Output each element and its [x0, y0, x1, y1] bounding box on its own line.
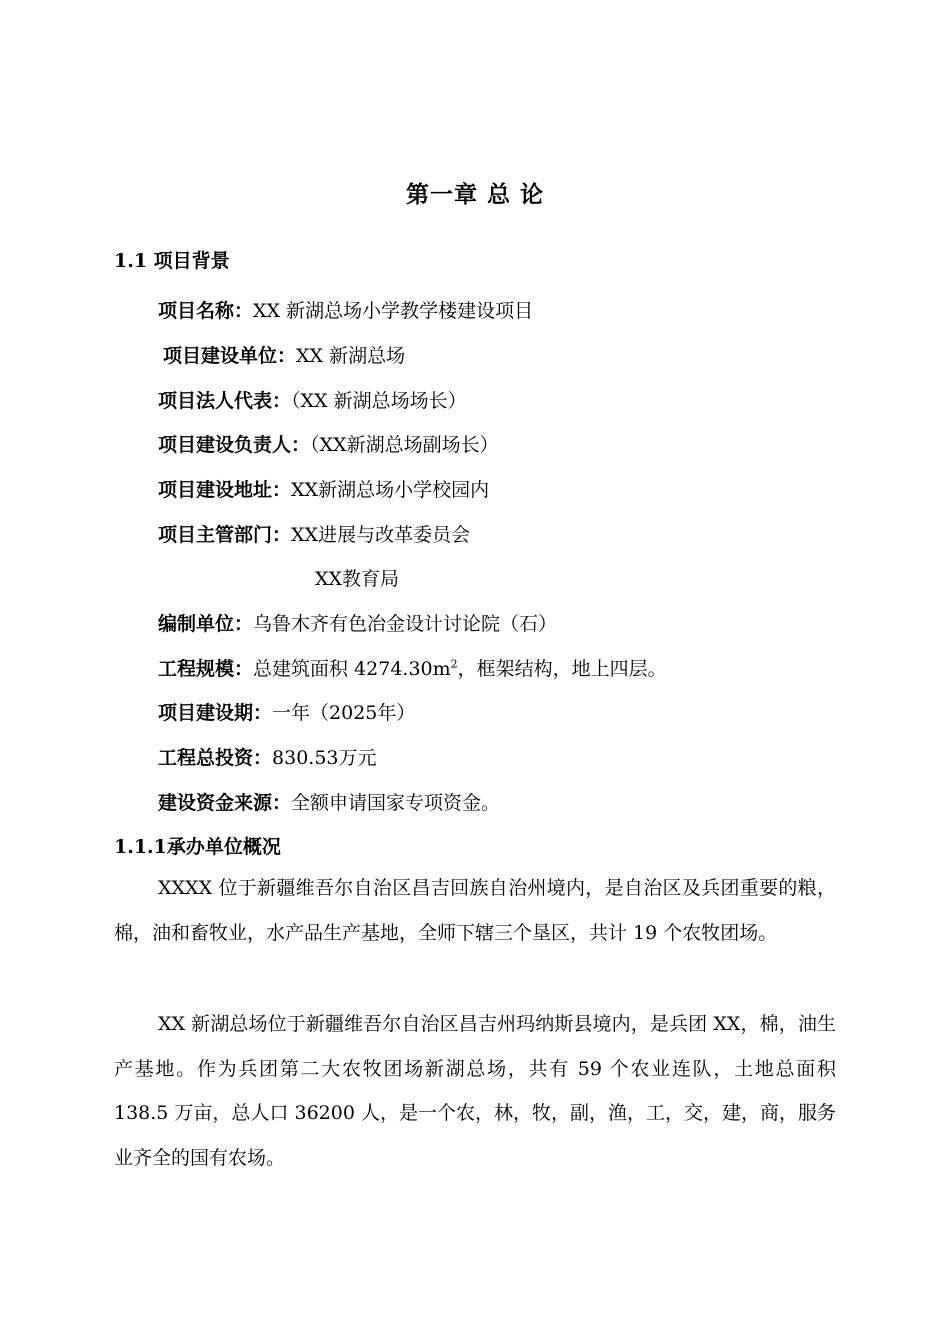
field-value-cont: ，框架结构，地上四层。 [457, 658, 667, 680]
field-project-scale [158, 654, 667, 681]
field-value: XX 新湖总场小学教学楼建设项目 [253, 300, 534, 322]
field-label: 项目建设单位： [163, 345, 297, 367]
body-paragraph: XX 新湖总场位于新疆维吾尔自治区昌吉州玛纳斯县境内，是兵团 XX，棉，油生产基地。作为兵团第二大农牧团场新湖总场，共有 59 个农业连队，土地总面积 138.5 万亩，总人口 36200 人，是一个农，林，牧，副，渔，工，交，建，商，服务业齐全的国有农场。 [114, 1013, 836, 1169]
field-compiling-unit [158, 609, 557, 636]
chapter-title: 第一章 总 论 [405, 181, 544, 208]
section-heading-1-1: 1.1 项目背景 [114, 250, 230, 272]
field-construction-period [158, 698, 415, 725]
field-value: 一年（2025年） [272, 702, 416, 724]
field-total-investment [158, 743, 377, 770]
field-value: （XX新湖总场副场长） [310, 434, 499, 456]
field-funding-source [158, 788, 500, 815]
field-label: 项目名称： [158, 300, 254, 322]
field-label: 编制单位： [158, 613, 254, 635]
field-project-name [158, 296, 533, 323]
section-heading-1-1-1: 1.1.1承办单位概况 [114, 836, 281, 858]
field-construction-unit [163, 341, 405, 368]
superscript: 2 [450, 657, 458, 671]
field-value: 乌鲁木齐有色冶金设计讨论院（石） [253, 613, 558, 635]
field-label: 项目法人代表： [158, 390, 292, 412]
field-label: 工程总投资： [158, 747, 273, 769]
field-project-manager [158, 430, 499, 457]
field-value: 总建筑面积 4274.30m [253, 658, 451, 680]
field-value: XX新湖总场小学校园内 [291, 479, 490, 501]
field-value: 830.53万元 [272, 747, 377, 769]
field-value: XX 新湖总场 [296, 345, 406, 367]
field-label: 项目建设期： [158, 702, 273, 724]
field-supervising-department [158, 520, 470, 547]
field-label: 项目建设地址： [158, 479, 292, 501]
field-label: 项目建设负责人： [158, 434, 311, 456]
field-label: 工程规模： [158, 658, 254, 680]
field-label: 建设资金来源： [158, 792, 292, 814]
field-project-address [158, 475, 489, 502]
field-legal-representative [158, 386, 467, 413]
field-value: （XX 新湖总场场长） [291, 390, 467, 412]
field-value: XX进展与改革委员会 [291, 524, 471, 546]
field-label: 项目主管部门： [158, 524, 292, 546]
body-paragraph: XXXX 位于新疆维吾尔自治区昌吉回族自治州境内，是自治区及兵团重要的粮，棉，油和畜牧业，水产品生产基地，全师下辖三个垦区，共计 19 个农牧团场。 [114, 877, 836, 944]
field-supervising-department-2: XX教育局 [315, 568, 400, 590]
field-value: 全额申请国家专项资金。 [291, 792, 501, 814]
